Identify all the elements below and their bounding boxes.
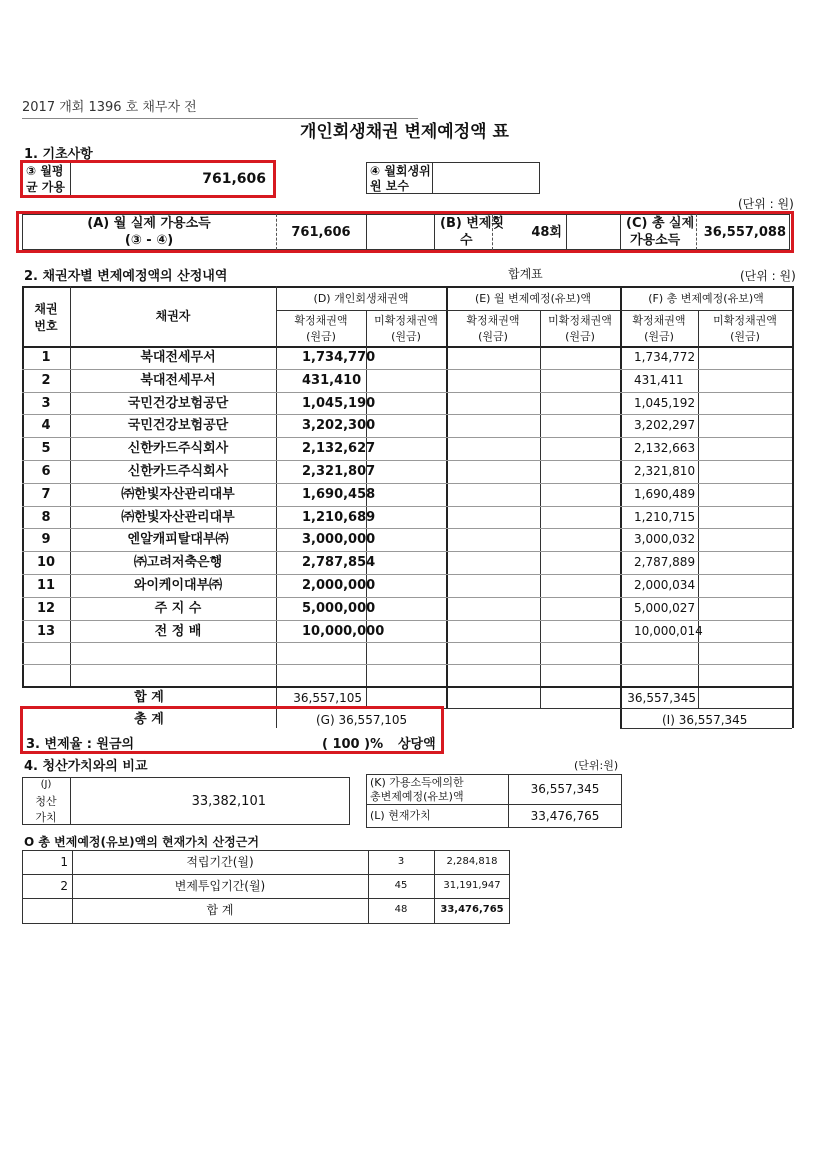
col-creditor-right xyxy=(276,286,277,728)
row-number: 3 xyxy=(41,395,51,411)
row-total-repayment: 10,000,014 xyxy=(634,623,703,638)
row-confirmed-amount: 2,000,000 xyxy=(302,578,376,593)
highlight-avg-income xyxy=(20,160,276,198)
table-row-line xyxy=(22,392,792,393)
label-b-1: (B) 변제횟 xyxy=(440,216,504,231)
total-label: 총 계 xyxy=(134,712,164,727)
table-row-line xyxy=(22,460,792,461)
row-confirmed-amount: 2,321,807 xyxy=(302,464,376,479)
col-e-header: (E) 월 변제예정(유보)액 xyxy=(474,292,592,305)
pv-row2-no: 2 xyxy=(60,879,68,893)
row-creditor: ㈜고려저축은행 xyxy=(133,555,223,571)
table-row-line xyxy=(22,369,792,370)
sub-d-confirmed-won: (원금) xyxy=(306,330,336,343)
total-i: (I) 36,557,345 xyxy=(662,713,748,727)
total-g: (G) 36,557,105 xyxy=(316,713,408,727)
pv-total-n: 48 xyxy=(394,904,408,915)
table-row-line xyxy=(22,528,792,529)
liquidation-label-1: 청산 xyxy=(35,795,57,808)
subtotal-top xyxy=(22,686,792,688)
row-number: 2 xyxy=(41,372,51,388)
sub-d-unconfirmed-won: (원금) xyxy=(391,330,421,343)
case-number: 2017 개회 1396 호 채무자 전 xyxy=(22,100,197,115)
sub-e-unconfirmed: 미확정채권액 xyxy=(548,314,612,327)
value-b: 48회 xyxy=(531,225,562,240)
pv-row2-value: 31,191,947 xyxy=(443,880,501,891)
sub-f-confirmed: 확정채권액 xyxy=(632,314,686,327)
header-underline xyxy=(22,118,418,119)
page-title: 개인회생채권 변제예정액 표 xyxy=(300,122,509,142)
sub-d-unconfirmed: 미확정채권액 xyxy=(374,314,438,327)
table-row-line xyxy=(22,483,792,484)
row-total-repayment: 5,000,027 xyxy=(634,600,696,615)
row-confirmed-amount: 1,690,458 xyxy=(302,486,376,502)
col-creditor-header: 채권자 xyxy=(155,309,191,323)
row-creditor: 북대전세무서 xyxy=(140,372,216,388)
row-total-repayment: 2,321,810 xyxy=(634,464,696,478)
row-number: 13 xyxy=(36,623,56,639)
row-creditor: 주 지 수 xyxy=(154,600,202,616)
header-sub-line xyxy=(276,310,792,311)
table-row-line xyxy=(22,620,792,621)
label-a-2: (③ - ④) xyxy=(124,233,174,248)
pv-row2-n: 45 xyxy=(394,880,408,891)
table-row-line xyxy=(22,574,792,575)
col-no-header-1: 채권 xyxy=(34,302,58,316)
row-confirmed-amount: 1,734,770 xyxy=(302,350,376,365)
avg-income-label-1: ③ 월평 xyxy=(26,164,64,178)
row-creditor: 북대전세무서 xyxy=(140,350,216,365)
row-number: 1 xyxy=(41,350,51,365)
row-number: 10 xyxy=(36,555,56,571)
highlight-income-summary xyxy=(16,211,794,253)
row-number: 9 xyxy=(41,532,51,548)
repayment-rate-suffix: 상당액 xyxy=(398,737,436,752)
row-confirmed-amount: 2,132,627 xyxy=(302,441,376,457)
row-total-repayment: 3,202,297 xyxy=(634,418,696,433)
living-cost-divider xyxy=(432,162,433,194)
blank-row-line-1 xyxy=(22,664,792,665)
section2-heading: 2. 채권자별 변제예정액의 산정내역 xyxy=(24,269,228,284)
k-value: 36,557,345 xyxy=(530,782,600,796)
living-cost-label-2: 원 보수 xyxy=(370,179,409,193)
table-top xyxy=(22,286,792,288)
total-i-bottom xyxy=(620,728,792,729)
row-confirmed-amount: 3,000,000 xyxy=(302,532,376,548)
subtotal-f: 36,557,345 xyxy=(627,691,696,705)
table-row-line xyxy=(22,597,792,598)
row-total-repayment: 2,132,663 xyxy=(634,441,696,456)
row-total-repayment: 431,411 xyxy=(634,372,684,387)
row-number: 12 xyxy=(36,600,56,616)
section4-heading: 4. 청산가치와의 비교 xyxy=(24,759,148,774)
section1-unit: (단위 : 원) xyxy=(738,197,794,211)
sub-e-confirmed-won: (원금) xyxy=(478,330,508,343)
col-no-right xyxy=(70,286,71,686)
pv-row2-label: 변제투입기간(월) xyxy=(174,879,266,893)
row-total-repayment: 2,000,034 xyxy=(634,578,696,592)
row-confirmed-amount: 431,410 xyxy=(302,372,362,388)
row-creditor: 와이케이대부㈜ xyxy=(133,578,223,593)
l-value: 33,476,765 xyxy=(530,809,600,823)
row-total-repayment: 1,210,715 xyxy=(634,509,696,524)
label-c-2: 가용소득 xyxy=(630,233,681,248)
pv-row1-label: 적립기간(월) xyxy=(186,855,254,869)
row-total-repayment: 1,734,772 xyxy=(634,350,696,364)
row-creditor: 신한카드주식회사 xyxy=(127,464,229,479)
label-c-1: (C) 총 실제 xyxy=(626,216,695,231)
value-a: 761,606 xyxy=(291,225,351,240)
pv-row-1 xyxy=(22,874,510,875)
row-total-repayment: 2,787,889 xyxy=(634,555,696,570)
sub-f-confirmed-won: (원금) xyxy=(644,330,674,343)
l-label: (L) 현재가치 xyxy=(370,809,431,822)
repayment-rate-label: 3. 변제율 : 원금의 xyxy=(26,737,135,752)
sub-e-confirmed: 확정채권액 xyxy=(466,314,520,327)
subtotal-label: 합 계 xyxy=(134,690,164,705)
row-total-repayment: 3,000,032 xyxy=(634,532,696,547)
section5-heading: O 총 변제예정(유보)액의 현재가치 산정근거 xyxy=(24,835,259,849)
row-confirmed-amount: 2,787,854 xyxy=(302,555,376,571)
sub-f-unconfirmed-won: (원금) xyxy=(730,330,760,343)
section4-unit: (단위:원) xyxy=(574,759,619,772)
row-confirmed-amount: 1,045,190 xyxy=(302,395,376,411)
row-total-repayment: 1,045,192 xyxy=(634,395,696,410)
table-row-line xyxy=(22,642,792,643)
row-confirmed-amount: 3,202,300 xyxy=(302,418,376,434)
sub-d-confirmed: 확정채권액 xyxy=(294,314,348,327)
label-a-1: (A) 월 실제 가용소득 xyxy=(87,216,211,231)
col-d-header: (D) 개인회생채권액 xyxy=(313,292,409,305)
row-confirmed-amount: 1,210,689 xyxy=(302,509,376,525)
k-label-2: 총변제예정(유보)액 xyxy=(370,790,464,803)
liquidation-value: 33,382,101 xyxy=(191,794,266,809)
row-confirmed-amount: 10,000,000 xyxy=(302,623,385,639)
row-creditor: ㈜한빛자산관리대부 xyxy=(121,486,235,502)
row-creditor: 국민건강보험공단 xyxy=(127,418,229,434)
row-creditor: 신한카드주식회사 xyxy=(127,441,229,457)
row-creditor: 국민건강보험공단 xyxy=(127,395,229,411)
label-b-2: 수 xyxy=(460,233,473,248)
pv-total-value: 33,476,765 xyxy=(440,904,504,915)
sub-e-unconfirmed-won: (원금) xyxy=(565,330,595,343)
liquidation-j: (J) xyxy=(40,779,52,790)
table-header-bottom xyxy=(22,346,792,348)
section2-unit: (단위 : 원) xyxy=(740,269,796,283)
col-e-right xyxy=(620,286,622,728)
living-cost-label-1: ④ 월회생위 xyxy=(370,164,431,178)
value-c: 36,557,088 xyxy=(703,225,786,240)
row-total-repayment: 1,690,489 xyxy=(634,486,696,501)
liquidation-divider xyxy=(70,777,71,825)
avg-income-value: 761,606 xyxy=(202,171,266,187)
sub-f-unconfirmed: 미확정채권액 xyxy=(713,314,777,327)
pv-row1-no: 1 xyxy=(60,855,68,869)
table-row-line xyxy=(22,506,792,507)
col-no-header-2: 번호 xyxy=(34,319,58,333)
sheet-name: 합계표 xyxy=(508,267,543,281)
row-confirmed-amount: 5,000,000 xyxy=(302,600,376,616)
pv-row1-n: 3 xyxy=(397,856,405,867)
row-number: 5 xyxy=(41,441,51,457)
row-number: 8 xyxy=(41,509,51,525)
row-number: 4 xyxy=(41,418,51,434)
pv-row1-value: 2,284,818 xyxy=(446,856,498,867)
col-f-header: (F) 총 변제예정(유보)액 xyxy=(648,292,764,305)
row-number: 7 xyxy=(41,486,51,502)
comparison-row-line xyxy=(366,804,622,805)
avg-income-label-2: 균 가용 xyxy=(26,180,65,194)
table-right xyxy=(792,286,794,728)
row-creditor: ㈜한빛자산관리대부 xyxy=(121,509,235,525)
row-number: 6 xyxy=(41,464,51,479)
row-number: 11 xyxy=(36,578,56,593)
pv-row-2 xyxy=(22,898,510,899)
table-row-line xyxy=(22,414,792,415)
liquidation-label-2: 가치 xyxy=(35,811,57,824)
highlight-total-rate xyxy=(20,706,444,754)
subtotal-d: 36,557,105 xyxy=(293,691,362,705)
col-d-right xyxy=(446,286,448,708)
pv-total-label: 합 계 xyxy=(206,903,234,917)
repayment-rate-value: ( 100 )% xyxy=(322,737,384,752)
section1-heading: 1. 기초사항 xyxy=(24,147,93,162)
table-row-line xyxy=(22,551,792,552)
row-creditor: 엔알캐피탈대부㈜ xyxy=(127,532,229,548)
row-creditor: 전 정 배 xyxy=(154,623,202,639)
k-label-1: (K) 가용소득에의한 xyxy=(370,776,464,789)
table-row-line xyxy=(22,437,792,438)
